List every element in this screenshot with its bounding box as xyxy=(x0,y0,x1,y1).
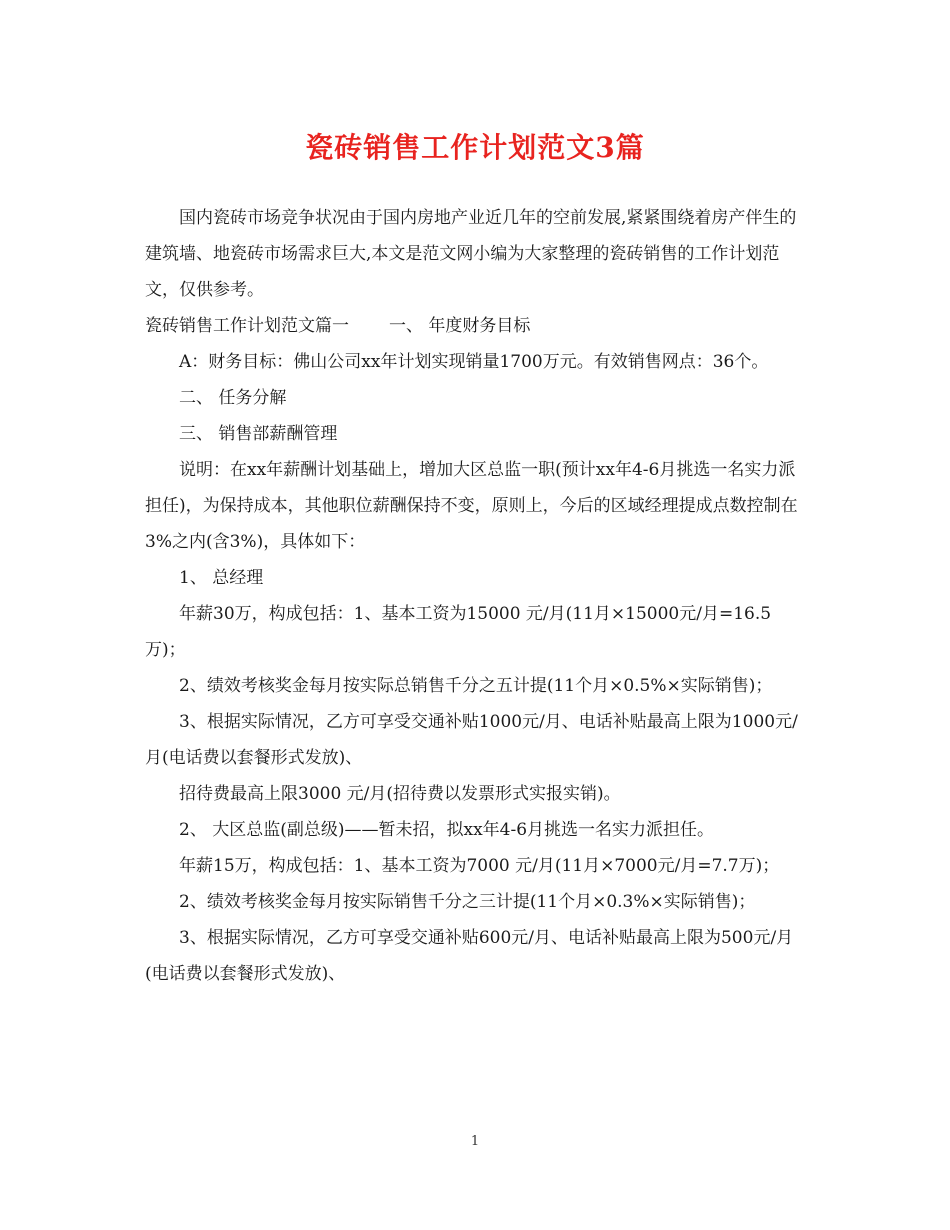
salary-management-heading: 三、 销售部薪酬管理 xyxy=(179,424,338,444)
intro-paragraph: 国内瓷砖市场竞争状况由于国内房地产业近几年的空前发展,紧紧围绕着房产伴生的建筑墙、地瓷砖市场需求巨大,本文是范文网小编为大家整理的瓷砖销售的工作计划范文，仅供参考。 xyxy=(145,208,797,300)
rd-salary-paragraph: 年薪15万，构成包括：1、基本工资为7000 元/月(11月×7000元/月=7.7万)； xyxy=(179,856,780,876)
document-body xyxy=(145,200,810,992)
gm-bonus-paragraph: 2、绩效考核奖金每月按实际总销售千分之五计提(11个月×0.5%×实际销售)； xyxy=(179,676,773,696)
section-heading-row xyxy=(145,308,810,344)
gm-allowance-paragraph: 3、根据实际情况，乙方可享受交通补贴1000元/月、电话补贴最高上限为1000元/月(电话费以套餐形式发放)、 xyxy=(145,712,798,768)
page-number: 1 xyxy=(470,1134,480,1149)
general-manager-heading: 1、 总经理 xyxy=(179,568,264,588)
rd-bonus-paragraph: 2、绩效考核奖金每月按实际销售千分之三计提(11个月×0.3%×实际销售)； xyxy=(179,892,756,912)
section-subheading: 一、 年度财务目标 xyxy=(389,316,531,336)
financial-target-paragraph: A：财务目标：佛山公司xx年计划实现销量1700万元。有效销售网点：36个。 xyxy=(179,352,769,372)
gm-entertainment-paragraph: 招待费最高上限3000 元/月(招待费以发票形式实报实销)。 xyxy=(179,784,621,804)
section-heading: 瓷砖销售工作计划范文篇一 xyxy=(145,316,349,336)
task-breakdown-heading: 二、 任务分解 xyxy=(179,388,287,408)
rd-allowance-paragraph: 3、根据实际情况，乙方可享受交通补贴600元/月、电话补贴最高上限为500元/月(电话费以套餐形式发放)、 xyxy=(145,928,794,984)
salary-note-paragraph: 说明：在xx年薪酬计划基础上，增加大区总监一职(预计xx年4-6月挑选一名实力派担任)，为保持成本，其他职位薪酬保持不变，原则上，今后的区域经理提成点数控制在3%之内(含3%)，具体如下： xyxy=(145,460,798,552)
document-title: 瓷砖销售工作计划范文3篇 xyxy=(305,131,645,164)
regional-director-heading: 2、 大区总监(副总级)——暂未招，拟xx年4-6月挑选一名实力派担任。 xyxy=(179,820,715,840)
gm-salary-paragraph: 年薪30万，构成包括：1、基本工资为15000 元/月(11月×15000元/月=16.5万)； xyxy=(145,604,772,660)
